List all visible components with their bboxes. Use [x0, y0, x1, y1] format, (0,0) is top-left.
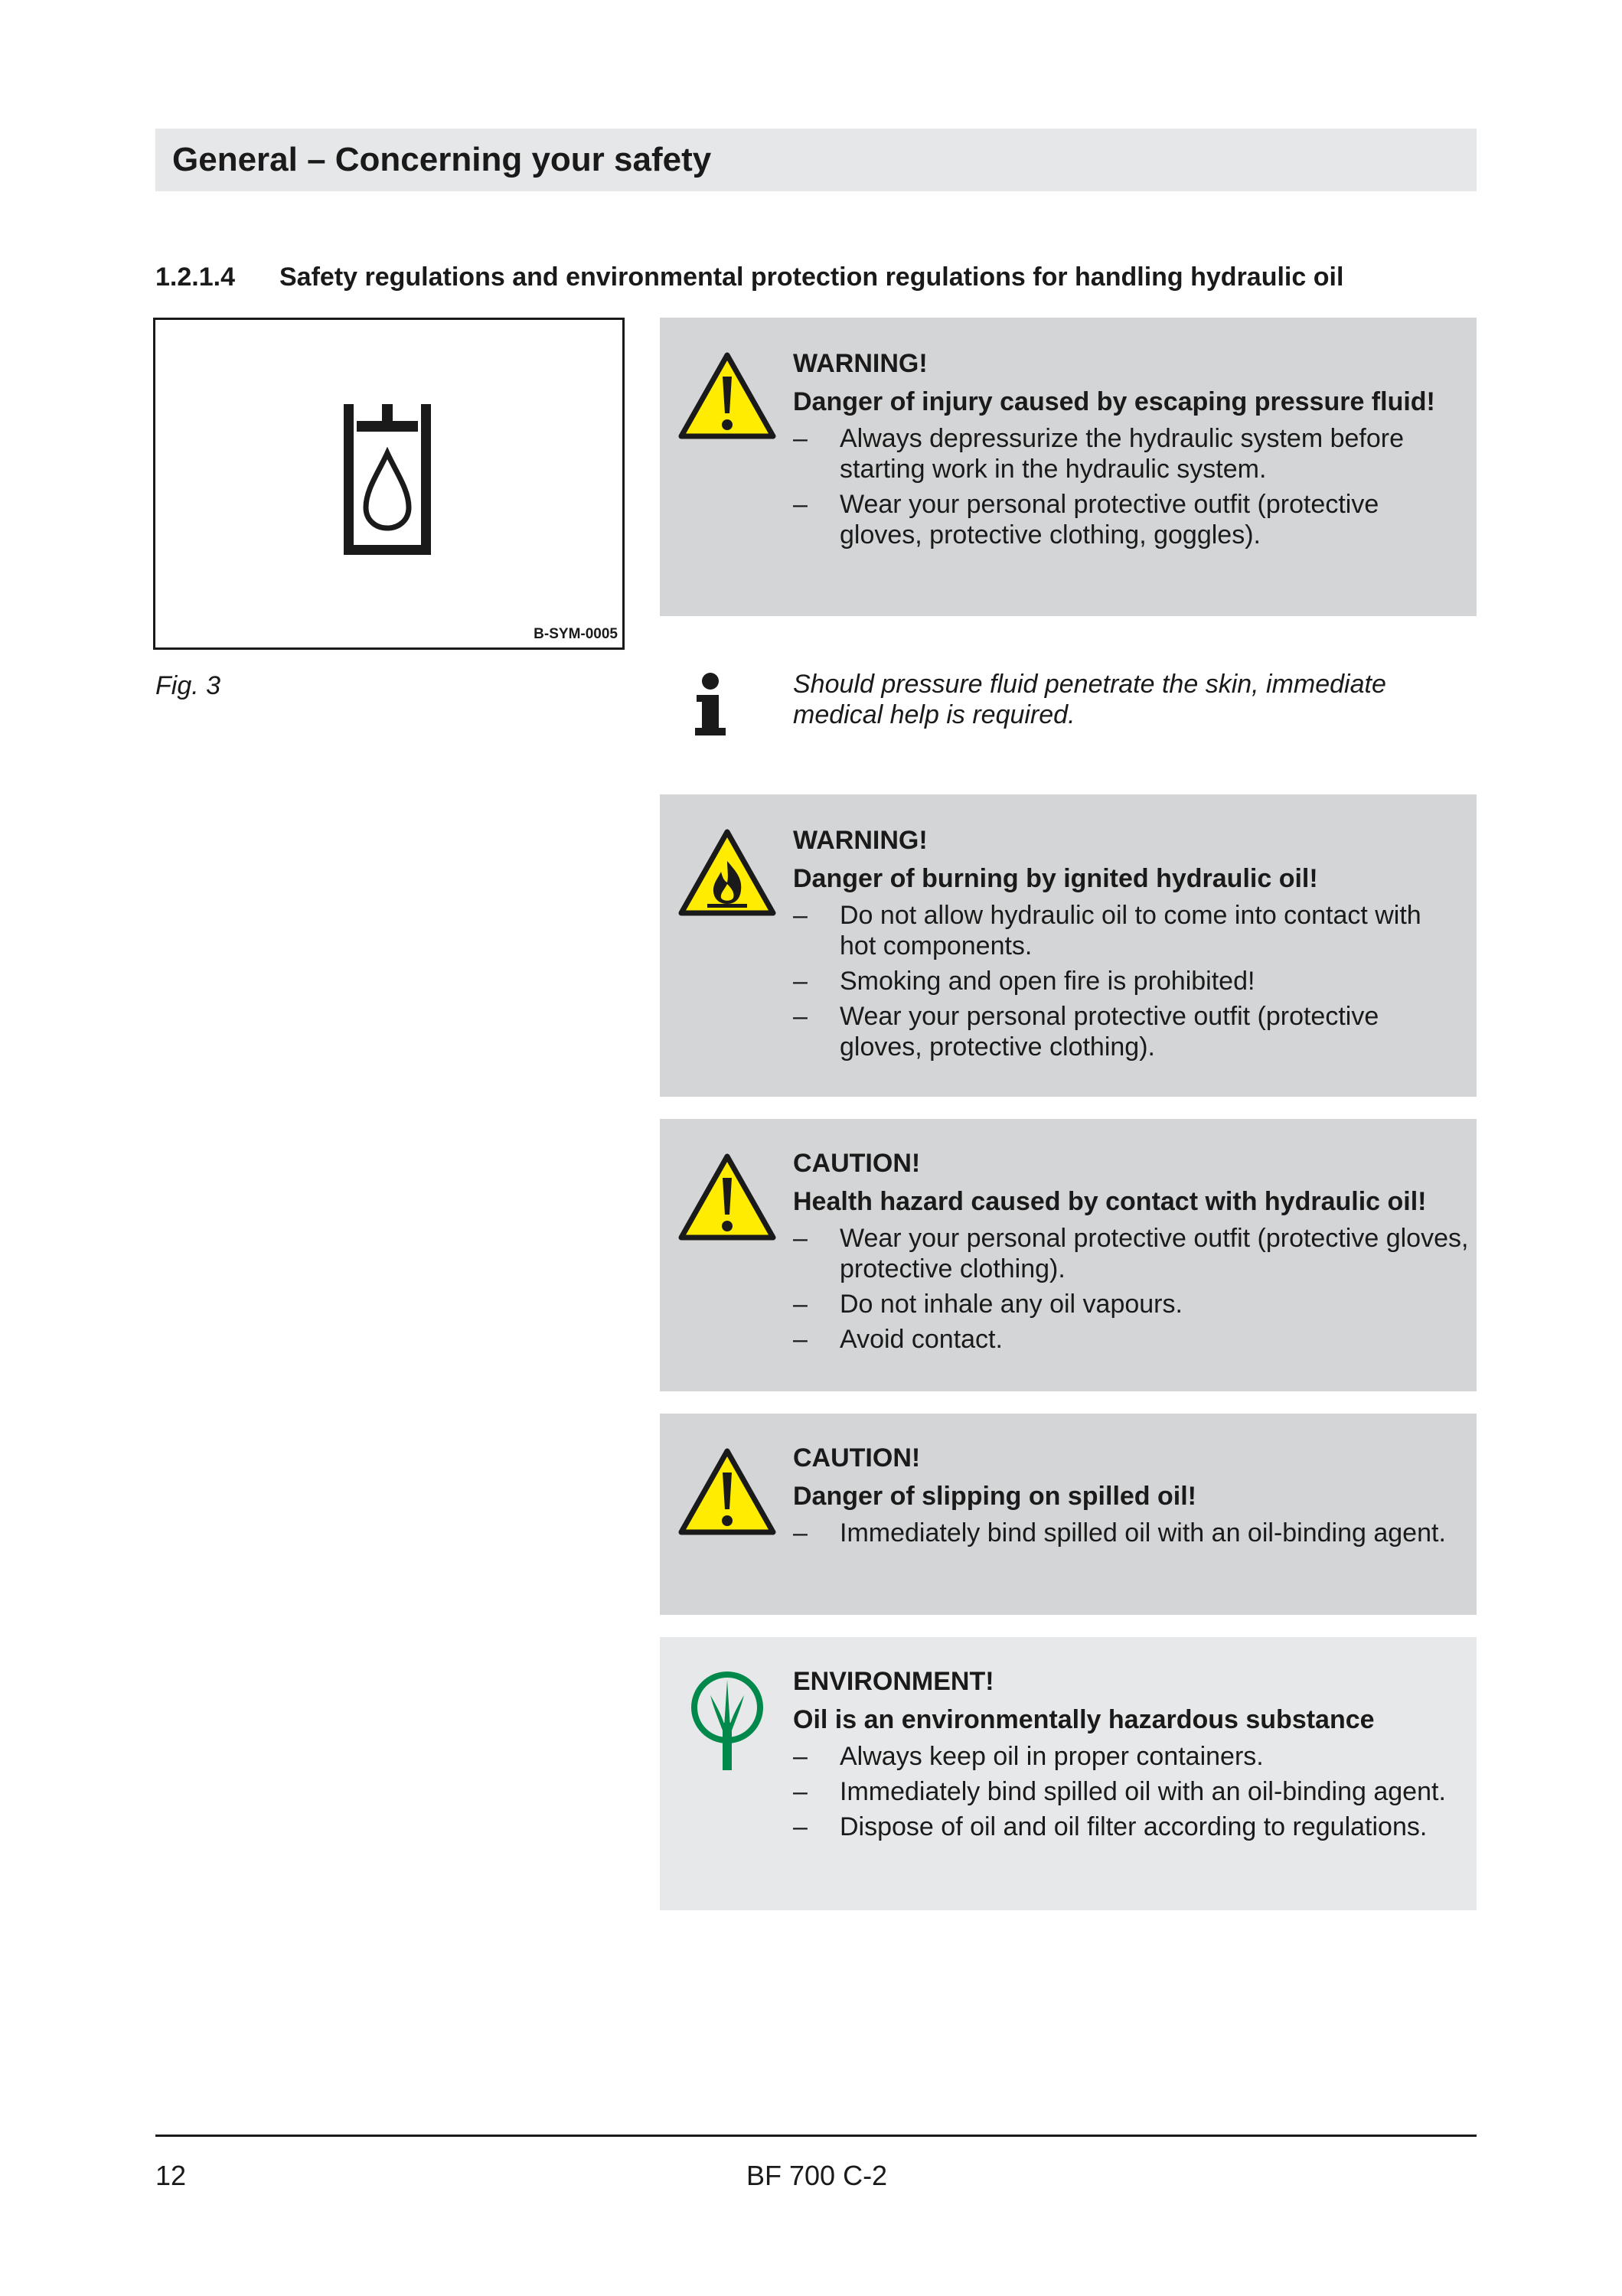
- notice-title: CAUTION!: [793, 1149, 921, 1178]
- info-text: Should pressure fluid penetrate the skin, immediate medical help is required.: [793, 670, 1386, 729]
- list-item: [793, 423, 1463, 484]
- dash: –: [793, 1224, 808, 1253]
- warning-notice-pressure: [660, 318, 1477, 616]
- notice-title: CAUTION!: [793, 1443, 921, 1473]
- document-id: BF 700 C-2: [746, 2160, 888, 2191]
- environment-tree-icon: [687, 1669, 767, 1772]
- dash: –: [793, 967, 808, 996]
- list-item-text: Immediately bind spilled oil with an oil-binding agent.: [840, 1777, 1446, 1806]
- list-item: [793, 1289, 1469, 1319]
- list-item: [793, 1518, 1463, 1548]
- notice-list: [793, 423, 1463, 550]
- list-item-text: Avoid contact.: [840, 1325, 1003, 1354]
- list-item: [793, 1776, 1469, 1807]
- list-item-text: Do not inhale any oil vapours.: [840, 1290, 1183, 1319]
- notice-subtitle: Oil is an environmentally hazardous substance: [793, 1705, 1375, 1734]
- list-item: [793, 1223, 1469, 1284]
- dash: –: [793, 1742, 808, 1771]
- list-item-text: Wear your personal protective outfit (protective gloves, protective clothing).: [840, 1002, 1379, 1062]
- notice-title: WARNING!: [793, 826, 928, 855]
- notice-subtitle: Danger of slipping on spilled oil!: [793, 1482, 1196, 1511]
- page-number: 12: [155, 2160, 187, 2191]
- notice-subtitle: Danger of burning by ignited hydraulic oil!: [793, 864, 1318, 893]
- notice-subtitle: Danger of injury caused by escaping pressure fluid!: [793, 387, 1435, 416]
- figure-caption: Fig. 3: [155, 671, 221, 700]
- dash: –: [793, 490, 808, 519]
- notice-list: [793, 1223, 1469, 1355]
- chapter-title: General – Concerning your safety: [172, 141, 712, 178]
- list-item-text: Always depressurize the hydraulic system before starting work in the hydraulic system.: [840, 424, 1404, 484]
- list-item-text: Always keep oil in proper containers.: [840, 1742, 1264, 1771]
- hydraulic-oil-symbol-icon: [334, 404, 441, 572]
- list-item: [793, 1812, 1469, 1842]
- chapter-header: [155, 129, 1477, 191]
- notice-list: [793, 1518, 1463, 1548]
- list-item-text: Immediately bind spilled oil with an oil-binding agent.: [840, 1518, 1446, 1548]
- warning-triangle-icon: [677, 1152, 778, 1242]
- notice-title: ENVIRONMENT!: [793, 1667, 994, 1696]
- dash: –: [793, 1518, 808, 1548]
- section-title: Safety regulations and environmental protection regulations for handling hydraulic oil: [279, 263, 1344, 292]
- caution-notice-health: [660, 1119, 1477, 1391]
- notice-subtitle: Health hazard caused by contact with hydraulic oil!: [793, 1187, 1427, 1216]
- list-item: [793, 1001, 1463, 1062]
- dash: –: [793, 1812, 808, 1841]
- info-icon: [690, 672, 729, 736]
- list-item: [793, 900, 1463, 961]
- list-item: [793, 1741, 1469, 1772]
- dash: –: [793, 1777, 808, 1806]
- list-item-text: Dispose of oil and oil filter according to regulations.: [840, 1812, 1428, 1841]
- list-item: [793, 1324, 1469, 1355]
- footer-divider: [155, 2135, 1477, 2137]
- list-item: [793, 489, 1463, 550]
- dash: –: [793, 901, 808, 930]
- warning-triangle-icon: [677, 351, 778, 441]
- notice-list: [793, 900, 1463, 1062]
- section-number: 1.2.1.4: [155, 263, 235, 292]
- notice-title: WARNING!: [793, 349, 928, 378]
- list-item-text: Smoking and open fire is prohibited!: [840, 967, 1255, 996]
- figure-box: [153, 318, 625, 650]
- warning-triangle-icon: [677, 1446, 778, 1537]
- dash: –: [793, 1290, 808, 1319]
- list-item-text: Wear your personal protective outfit (protective gloves, protective clothing, goggles).: [840, 490, 1379, 550]
- caution-notice-slipping: [660, 1414, 1477, 1615]
- list-item-text: Wear your personal protective outfit (protective gloves, protective clothing).: [840, 1224, 1469, 1283]
- dash: –: [793, 424, 808, 453]
- fire-warning-triangle-icon: [677, 827, 778, 918]
- figure-code: B-SYM-0005: [534, 626, 618, 642]
- warning-notice-burning: [660, 794, 1477, 1097]
- section-heading: [155, 263, 1487, 292]
- dash: –: [793, 1325, 808, 1354]
- environment-notice: [660, 1637, 1477, 1910]
- list-item-text: Do not allow hydraulic oil to come into contact with hot components.: [840, 901, 1421, 960]
- dash: –: [793, 1002, 808, 1031]
- notice-list: [793, 1741, 1469, 1842]
- list-item: [793, 966, 1463, 996]
